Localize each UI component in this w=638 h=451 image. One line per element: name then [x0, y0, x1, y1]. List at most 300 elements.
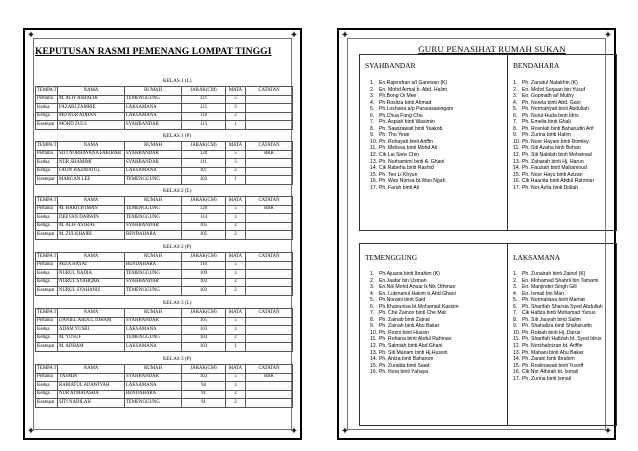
cell-jarak: 103	[182, 176, 226, 185]
cell-tempat: Pertama	[36, 150, 58, 159]
advisor-number: 11.	[370, 145, 377, 152]
column-header-nama: NAMA	[58, 87, 125, 96]
cell-nama: MIZA HAYAT	[58, 261, 125, 270]
cell-nama: ADAM YUSRI	[58, 326, 125, 335]
advisor-name: Ph. Che Zainon binti Che Mat	[379, 310, 446, 317]
cell-jarak: 114	[182, 214, 226, 223]
cell-tempat: Ketiga	[36, 167, 58, 176]
advisor-number: 3.	[370, 93, 375, 100]
column-header-catatan: CATATAN	[246, 197, 293, 206]
advisor-list-temenggung	[370, 271, 459, 376]
table-row	[36, 287, 293, 296]
cell-mata: 3	[226, 382, 246, 391]
advisor-number: 3.	[513, 93, 518, 100]
table-row	[36, 121, 293, 130]
house-heading-syahbandar: SYAHBANDAR	[365, 61, 416, 70]
cell-tempat: Pertama	[36, 205, 58, 214]
advisor-name: Ph. Shahaliza binti Shaharudin	[522, 323, 592, 330]
corner-ornament-icon: ✦	[340, 30, 350, 41]
cell-catatan	[246, 214, 293, 223]
column-header-catatan: CATATAN	[246, 87, 293, 96]
cell-rumah: TEMENGGUNG	[125, 287, 182, 296]
advisor-name: Ph. Rohana binti Abdul Rahman	[379, 336, 452, 343]
advisor-name: Ph. Zainab binti Zainal	[379, 316, 430, 323]
klas-label: KELAS 3 (P)	[163, 356, 192, 362]
advisor-item	[513, 376, 603, 383]
cell-tempat: Keempat	[36, 176, 58, 185]
advisor-number: 10.	[513, 329, 521, 336]
cell-mata: 3	[226, 326, 246, 335]
table-row	[36, 95, 293, 104]
advisor-number: 11.	[513, 145, 520, 152]
advisor-number: 2.	[513, 277, 518, 284]
advisor-number: 3.	[513, 284, 518, 291]
advisor-number: 16.	[513, 178, 521, 185]
advisor-name: Ph. Salmiah binti Abd.Ghani	[379, 343, 443, 350]
advisor-name: Ph. Zunairah binti Zainol (K)	[522, 271, 586, 277]
advisor-number: 17.	[370, 184, 378, 191]
advisor-name: Ph. Siti Nabilah binti Mohamad	[522, 152, 592, 159]
column-header-tempat: TEMPA T	[36, 142, 58, 151]
advisor-name: Ph. Noor Hayani binti Romley	[522, 138, 589, 145]
advisor-name: En.Jaafar bin Usman	[379, 277, 427, 284]
advisor-number: 16.	[370, 178, 378, 185]
cell-nama: NURUL SYAHQAH	[58, 278, 125, 287]
cell-nama: NUR SHAMIMI	[58, 159, 125, 168]
cell-jarak: 105	[182, 231, 226, 240]
advisor-name: Ph. Norela binti Abd. Gani	[522, 99, 581, 106]
advisor-number: 14.	[370, 356, 378, 363]
advisor-number: 7.	[513, 310, 518, 317]
advisors-box-top	[359, 54, 617, 231]
advisor-name: Ph. Zainah binti Abu Bakar	[379, 323, 440, 330]
table-row	[36, 390, 293, 399]
cell-tempat: Kedua	[36, 270, 58, 279]
cell-mata: 5	[226, 150, 246, 159]
klas-label: KELAS 1 (P)	[163, 133, 192, 139]
column-header-rumah: RUMAH	[125, 253, 182, 262]
advisor-number: 15.	[513, 171, 521, 178]
table-row	[36, 373, 293, 382]
cell-rumah: BENDAHARA	[125, 390, 182, 399]
advisor-number: 4.	[513, 290, 518, 297]
cell-mata: 1	[226, 121, 246, 130]
advisor-name: Ph. Tho Yean	[379, 132, 410, 139]
advisors-title: GURU PENASIHAT RUMAH SUKAN	[418, 44, 566, 54]
advisor-number: 13.	[370, 349, 378, 356]
cell-catatan	[246, 390, 293, 399]
advisor-number: 12.	[513, 152, 521, 159]
advisor-number: 12.	[513, 343, 521, 350]
cell-jarak: 120	[182, 205, 226, 214]
cell-catatan: RBK	[246, 150, 293, 159]
cell-mata: 2	[226, 112, 246, 121]
cell-nama: DEEVAN DARWIN	[58, 214, 125, 223]
advisor-name: Ph. Noor Hayu binti Azizan	[522, 171, 583, 178]
cell-tempat: Kedua	[36, 104, 58, 113]
advisor-list-laksamana	[513, 271, 603, 382]
cell-catatan	[246, 326, 293, 335]
table-row	[36, 150, 293, 159]
cell-mata: 2	[226, 231, 246, 240]
cell-tempat: Keempat	[36, 231, 58, 240]
cell-catatan: RBK	[246, 373, 293, 382]
cell-jarak: 118	[182, 112, 226, 121]
corner-ornament-icon: ✦	[603, 30, 613, 41]
advisor-name: Ph. Sharifah Hafizah bt. Syed Idrus	[522, 336, 602, 343]
cell-catatan	[246, 222, 293, 231]
cell-nama: RABIATUL ADAWIYAH	[58, 382, 125, 391]
cell-tempat: Keempat	[36, 121, 58, 130]
table-row	[36, 317, 293, 326]
table-row	[36, 214, 293, 223]
advisor-number: 12.	[370, 152, 378, 159]
cell-mata: 1	[226, 176, 246, 185]
advisor-name: Ph. Zanatul Natakhin (K)	[522, 80, 578, 86]
advisor-name: En. Ismail bin Man	[522, 290, 564, 297]
column-divider	[507, 244, 508, 425]
cell-nama: DANIEL ABDUL IDHAM	[58, 317, 125, 326]
advisor-number: 7.	[370, 310, 375, 317]
table-row	[36, 278, 293, 287]
cell-rumah: TEMENGGUNG	[125, 270, 182, 279]
corner-ornament-icon: ✦	[26, 30, 36, 41]
cell-catatan	[246, 334, 293, 343]
cell-catatan	[246, 382, 293, 391]
cell-nama: FAZARI ZAMRIE	[58, 104, 125, 113]
advisor-name: Ph. Wan Norisa bt.Wan Ngah	[379, 178, 446, 185]
advisor-number: 10.	[370, 329, 378, 336]
advisor-name: Ph. Zarani binti Ibrahim	[522, 356, 575, 363]
column-header-nama: NAMA	[58, 309, 125, 318]
advisor-number: 17.	[513, 184, 521, 191]
klas-block	[35, 188, 292, 236]
cell-nama: NURUL NADIA	[58, 270, 125, 279]
cell-rumah: SYAHBANDAR	[125, 159, 182, 168]
column-header-catatan: CATATAN	[246, 142, 293, 151]
column-header-catatan: CATATAN	[246, 253, 293, 262]
cell-rumah: SYAHBANDAR	[125, 373, 182, 382]
cell-rumah: LAKSAMANA	[125, 343, 182, 352]
table-row	[36, 399, 293, 408]
advisor-number: 13.	[513, 349, 521, 356]
advisor-name: En. Gopinath a/l Muthy	[522, 93, 574, 100]
cell-catatan	[246, 159, 293, 168]
klas-block	[35, 300, 292, 348]
column-divider	[507, 55, 508, 230]
table-row	[36, 205, 293, 214]
column-header-tempat: TEMPA T	[36, 87, 58, 96]
advisor-number: 15.	[513, 362, 521, 369]
cell-rumah: TEMENGGUNG	[125, 214, 182, 223]
cell-tempat: Kedua	[36, 326, 58, 335]
cell-mata: 3	[226, 270, 246, 279]
advisor-number: 1.	[370, 271, 375, 277]
cell-mata: 5	[226, 95, 246, 104]
cell-catatan	[246, 399, 293, 408]
advisor-name: Ph.Bong Oi Mee	[379, 93, 417, 100]
klas-block	[35, 133, 292, 181]
table-row	[36, 231, 293, 240]
advisor-list-bendahara	[513, 80, 594, 191]
column-header-rumah: RUMAH	[125, 87, 182, 96]
cell-jarak: 103	[182, 373, 226, 382]
table-row	[36, 343, 293, 352]
advisor-number: 2.	[513, 86, 518, 93]
advisor-name: Ph. Roslinawati binti Yusoff	[522, 362, 584, 369]
cell-catatan	[246, 231, 293, 240]
advisor-name: Ph. Nurhamimi binti A. Ghani	[379, 158, 445, 165]
table-header-row	[36, 253, 293, 262]
advisor-number: 7.	[513, 119, 518, 126]
results-table	[35, 308, 293, 352]
cell-jarak: 105	[182, 317, 226, 326]
cell-catatan	[246, 343, 293, 352]
corner-ornament-icon: ✦	[289, 426, 299, 437]
column-header-jarak: JARAK(CM)	[182, 142, 226, 151]
corner-ornament-icon: ✦	[603, 426, 613, 437]
advisor-name: En. Mohd Surjaan bin Yusuf	[522, 86, 586, 93]
cell-mata: 5	[226, 317, 246, 326]
advisor-name: Ph. Sawizawati binti Yaakob	[379, 125, 443, 132]
advisor-name: Ph. Zaharah binti Hj. Harun	[522, 158, 584, 165]
table-row	[36, 176, 293, 185]
cell-rumah: LAKSAMANA	[125, 167, 182, 176]
advisor-name: Cik Hafiza binti Mohamad Yunus	[522, 310, 596, 317]
advisor-name: Ph. Normaliana binti Mamat	[522, 297, 585, 304]
advisor-number: 17.	[513, 375, 521, 382]
cell-jarak: 121	[182, 104, 226, 113]
cell-catatan	[246, 317, 293, 326]
table-header-row	[36, 309, 293, 318]
table-row	[36, 334, 293, 343]
klas-block	[35, 78, 292, 126]
advisor-number: 10.	[370, 138, 378, 145]
cell-nama: MARGAN LEE	[58, 176, 125, 185]
cell-nama: MOHD ZULS	[58, 121, 125, 130]
cell-mata: 2	[226, 334, 246, 343]
cell-catatan	[246, 176, 293, 185]
column-header-mata: MATA	[226, 197, 246, 206]
cell-nama: MD NUR ADHAN	[58, 112, 125, 121]
cell-rumah: TEMENGGUNG	[125, 334, 182, 343]
advisor-number: 9.	[370, 132, 375, 139]
advisor-name: Ph. Zurina binti Ismail	[522, 375, 571, 382]
advisor-number: 4.	[513, 99, 518, 106]
advisor-number: 6.	[370, 303, 375, 310]
cell-tempat: Kedua	[36, 214, 58, 223]
cell-mata: 3	[226, 214, 246, 223]
cell-jarak: 120	[182, 150, 226, 159]
advisor-name: Ph. Aniza binti Baharom	[379, 356, 434, 363]
advisor-name: Cik Nor Athirah bt. Ismail	[522, 369, 579, 376]
advisor-number: 11.	[513, 336, 520, 343]
cell-nama: M. HARITH IMAN	[58, 205, 125, 214]
cell-rumah: LAKSAMANA	[125, 382, 182, 391]
cell-catatan: RBK	[246, 205, 293, 214]
advisor-name: Ph. Norshahrizan bt. Ariffin	[522, 343, 583, 350]
advisor-name: En.Nik Mohd Anuar b.Nik Othman	[379, 284, 456, 291]
advisors-box-bottom	[359, 243, 617, 426]
advisor-name: Ph. Normahyati binti Abdullah	[522, 106, 589, 113]
cell-rumah: BENDAHARA	[125, 261, 182, 270]
cell-tempat: Pertama	[36, 373, 58, 382]
advisor-name: Ph. Siti Jauyah binti Salim	[522, 316, 581, 323]
cell-nama: NURUL SYAHANIS	[58, 287, 125, 296]
klas-label: KELAS 1 (L)	[163, 78, 192, 84]
advisor-name: En. Mohamad Shahril bin Tamami	[522, 277, 599, 284]
cell-catatan	[246, 95, 293, 104]
cell-rumah: LAKSAMANA	[125, 104, 182, 113]
column-header-rumah: RUMAH	[125, 365, 182, 374]
advisor-name: Ph.Ajuana binti Ibrahim (K)	[379, 271, 440, 277]
cell-rumah: SYAHBANDAR	[125, 150, 182, 159]
klas-label: KELAS 3 (L)	[163, 300, 192, 306]
advisor-name: Ph. Emelia binti Ghali	[522, 119, 571, 126]
corner-ornament-icon: ✦	[340, 426, 350, 437]
results-title: KEPUTUSAN RASMI PEMENANG LOMPAT TINGGI	[35, 46, 272, 57]
advisor-name: Ph. Teo Li Khyun	[379, 171, 418, 178]
column-header-mata: MATA	[226, 309, 246, 318]
advisor-number: 3.	[370, 284, 375, 291]
cell-tempat: Pertama	[36, 95, 58, 104]
advisor-number: 16.	[513, 369, 521, 376]
cell-tempat: Keempat	[36, 343, 58, 352]
advisor-number: 1.	[370, 80, 375, 86]
cell-jarak: 102	[182, 278, 226, 287]
column-header-mata: MATA	[226, 87, 246, 96]
cell-tempat: Pertama	[36, 317, 58, 326]
cell-tempat: Pertama	[36, 261, 58, 270]
advisor-number: 5.	[513, 297, 518, 304]
cell-nama: M. ALIF ASTRAF	[58, 222, 125, 231]
table-header-row	[36, 142, 293, 151]
advisor-number: 14.	[513, 356, 521, 363]
advisor-name: Ph. Fauziah binti Mahamoud	[522, 165, 587, 172]
advisor-name: Ph.Loshana a/p Pararasasingam	[379, 106, 454, 113]
cell-tempat: Keempat	[36, 399, 58, 408]
klas-label: KELAS 2 (P)	[163, 244, 192, 250]
results-table	[35, 196, 293, 240]
advisor-name: Ph. Mahani binti Abu Bakar	[522, 349, 584, 356]
table-row	[36, 326, 293, 335]
advisor-number: 1.	[513, 271, 518, 277]
results-table	[35, 141, 293, 185]
advisor-number: 8.	[513, 125, 518, 132]
advisor-name: En. Lukmanul Hakim b.Abd.Ghani	[379, 290, 456, 297]
cell-rumah: LAKSAMANA	[125, 112, 182, 121]
cell-catatan	[246, 278, 293, 287]
cell-mata: 3	[226, 104, 246, 113]
cell-rumah: TEMENGGUNG	[125, 205, 182, 214]
advisor-number: 8.	[370, 125, 375, 132]
advisor-number: 1.	[513, 80, 518, 86]
cell-tempat: Ketiga	[36, 390, 58, 399]
advisor-name: Ph. Rosnlati binti Baharudin Arif	[522, 125, 594, 132]
column-header-nama: NAMA	[58, 253, 125, 262]
column-header-mata: MATA	[226, 365, 246, 374]
cell-mata: 2	[226, 167, 246, 176]
cell-nama: M. ALIF ASHAFIK	[58, 95, 125, 104]
cell-jarak: 110	[182, 261, 226, 270]
cell-nama: SITI NORHAYANA FAKIRAH	[58, 150, 125, 159]
cell-mata: 5	[226, 373, 246, 382]
cell-catatan	[246, 270, 293, 279]
advisor-number: 4.	[370, 290, 375, 297]
column-header-rumah: RUMAH	[125, 309, 182, 318]
table-row	[36, 270, 293, 279]
cell-jarak: 105	[182, 222, 226, 231]
advisor-number: 8.	[370, 316, 375, 323]
table-header-row	[36, 197, 293, 206]
column-header-rumah: RUMAH	[125, 197, 182, 206]
cell-nama: YASMIN	[58, 373, 125, 382]
column-header-catatan: CATATAN	[246, 365, 293, 374]
column-header-jarak: JARAK(CM)	[182, 253, 226, 262]
cell-catatan	[246, 104, 293, 113]
advisor-name: Ph. Melissa binti Mohd Ali	[379, 145, 438, 152]
cell-jarak: 109	[182, 270, 226, 279]
cell-rumah: SYAHBANDAR	[125, 278, 182, 287]
cell-rumah: TEMENGGUNG	[125, 176, 182, 185]
cell-catatan	[246, 167, 293, 176]
cell-jarak: 91	[182, 390, 226, 399]
advisor-name: Ph. Nor Azila binti Dollah	[522, 184, 579, 191]
advisor-name: Ph. Aspiah binti Wasimin	[379, 119, 435, 126]
cell-tempat: Kedua	[36, 159, 58, 168]
column-header-nama: NAMA	[58, 142, 125, 151]
results-table	[35, 364, 293, 408]
advisor-number: 12.	[370, 343, 378, 350]
advisor-number: 9.	[370, 323, 375, 330]
cell-jarak: 94	[182, 382, 226, 391]
cell-jarak: 107	[182, 167, 226, 176]
cell-rumah: BENDAHARA	[125, 231, 182, 240]
advisor-number: 11.	[370, 336, 377, 343]
advisor-name: En. Manjinder Singh Gill	[522, 284, 577, 291]
advisor-name: Ph. Nora binti Yahaya	[379, 369, 429, 376]
advisor-number: 15.	[370, 171, 378, 178]
cell-jarak: 103	[182, 343, 226, 352]
results-page	[23, 28, 302, 440]
advisor-name: Ph.Khairunisa bt.Mohamad Kassim	[379, 303, 459, 310]
advisor-item	[513, 185, 594, 192]
table-row	[36, 104, 293, 113]
cell-rumah: LAKSAMANA	[125, 326, 182, 335]
cell-mata: 1	[226, 343, 246, 352]
klas-label: KELAS 2 (L)	[163, 188, 192, 194]
advisor-name: En.Rajendran a/l Ganesan (K)	[379, 80, 448, 86]
column-header-mata: MATA	[226, 253, 246, 262]
advisor-name: Ph. Farah binti Ali	[379, 184, 419, 191]
cell-mata: 2	[226, 287, 246, 296]
advisor-name: Ph.Noraini binti Said	[379, 297, 426, 304]
cell-catatan	[246, 287, 293, 296]
results-table	[35, 252, 293, 296]
advisor-name: Ph. Zuraida binti Saad	[379, 362, 430, 369]
cell-rumah: SYAHBANDAR	[125, 222, 182, 231]
column-header-tempat: TEMPA T	[36, 253, 58, 262]
advisor-item	[370, 185, 453, 192]
advisor-number: 9.	[513, 132, 518, 139]
advisor-name: Ph. Rohayati binti Ariffin	[379, 138, 433, 145]
advisor-number: 2.	[370, 86, 375, 93]
cell-nama: M. ADHAM	[58, 343, 125, 352]
cell-jarak: 91	[182, 399, 226, 408]
table-header-row	[36, 87, 293, 96]
table-row	[36, 167, 293, 176]
cell-mata: 2	[226, 278, 246, 287]
